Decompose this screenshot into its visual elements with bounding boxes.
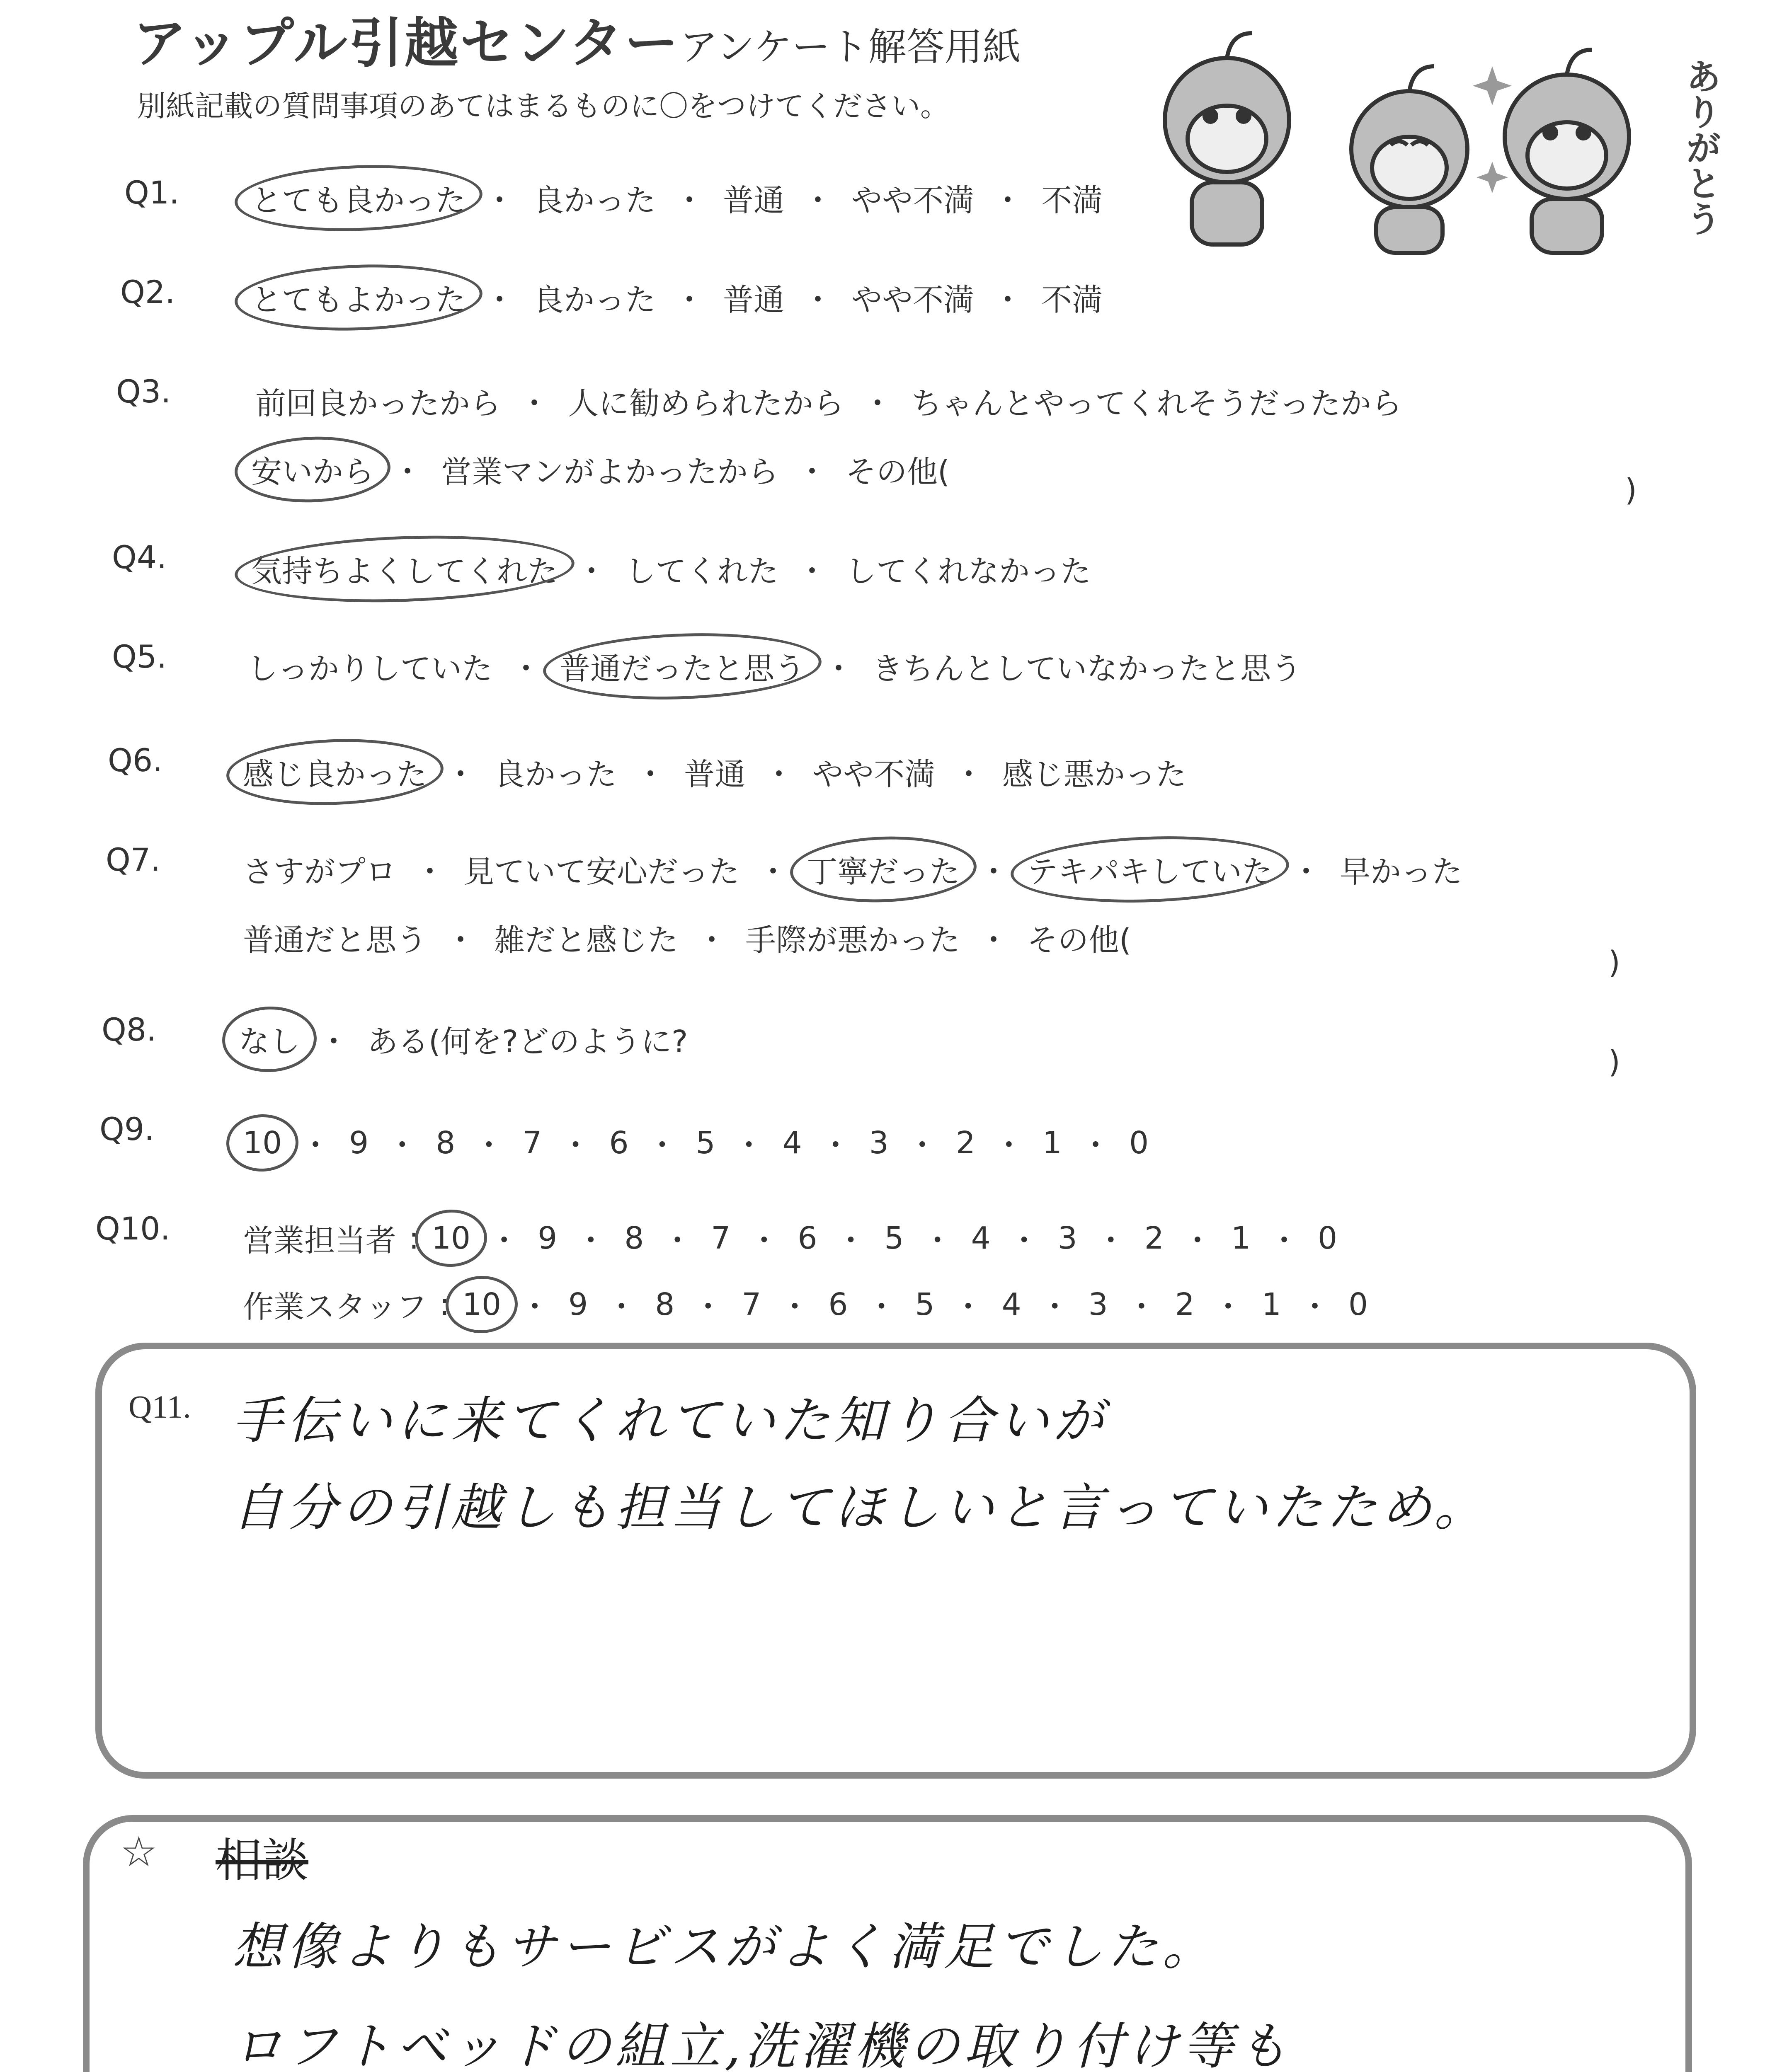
q6-options: 感じ良かった ・ 良かった ・ 普通 ・ やや不満 ・ 感じ悪かった	[240, 750, 1189, 794]
q1-option-3[interactable]: 普通	[723, 183, 784, 218]
q10-staff-score-6[interactable]: 6	[828, 1287, 848, 1322]
q10-staff-score-9[interactable]: 9	[568, 1287, 588, 1322]
q9-score-5[interactable]: 5	[696, 1125, 715, 1161]
q10-staff-row: 作業スタッフ : 10 ・ 9 ・ 8 ・ 7 ・ 6 ・ 5 ・ 4 ・ 3 ・ 2 ・ 1 ・ 0	[240, 1283, 1370, 1326]
q5-label: Q5.	[112, 638, 167, 675]
q9-score-8[interactable]: 8	[436, 1125, 456, 1161]
q3-option-3[interactable]: ちゃんとやってくれそうだったから	[911, 386, 1402, 421]
form-subtitle: アンケート解答用紙	[680, 25, 1021, 69]
q1-option-4[interactable]: やや不満	[851, 183, 974, 218]
q10-sales-score-5[interactable]: 5	[884, 1220, 904, 1256]
star-icon: ☆	[120, 1828, 158, 1876]
q7-option-5[interactable]: 早かった	[1340, 854, 1462, 890]
q7-option-1[interactable]: さすがプロ	[243, 854, 396, 890]
q3-label: Q3.	[116, 373, 171, 410]
q11-label: Q11.	[128, 1389, 191, 1425]
q8-close-paren: )	[1608, 1044, 1620, 1080]
q10-sales-score-4[interactable]: 4	[971, 1220, 991, 1256]
q7-option-6[interactable]: 普通だと思う	[243, 922, 427, 958]
instructions: 別紙記載の質問事項のあてはまるものに〇をつけてください。	[137, 89, 949, 123]
q1-label: Q1.	[124, 174, 179, 211]
q6-label: Q6.	[108, 742, 163, 779]
q9-scale: 10 ・ 9 ・ 8 ・ 7 ・ 6 ・ 5 ・ 4 ・ 3 ・ 2 ・ 1 ・ 0	[240, 1121, 1151, 1165]
q10-staff-score-2[interactable]: 2	[1175, 1287, 1195, 1322]
monkey-mascots-illustration	[1152, 25, 1704, 257]
q2-option-3[interactable]: 普通	[723, 282, 784, 318]
q10-sales-score-8[interactable]: 8	[624, 1220, 644, 1256]
q2-options: とてもよかった ・ 良かった ・ 普通 ・ やや不満 ・ 不満	[249, 276, 1105, 320]
q3-option-1[interactable]: 前回良かったから	[255, 386, 501, 421]
q9-score-1[interactable]: 1	[1042, 1125, 1062, 1161]
q4-label: Q4.	[112, 539, 167, 576]
q4-options: 気持ちよくしてくれた ・ してくれた ・ してくれなかった	[249, 547, 1093, 591]
thanks-text: ありがとう	[1680, 58, 1721, 236]
comment-line-2: ロフトベッドの組立,洗濯機の取り付け等も	[232, 2017, 1292, 2072]
comment-line-1: 想像よりもサービスがよく満足でした。	[232, 1917, 1217, 1976]
monkey-middle-icon	[1351, 66, 1467, 253]
q7-close-paren: )	[1608, 945, 1620, 980]
q10-sales-score-2[interactable]: 2	[1144, 1220, 1164, 1256]
q2-option-2[interactable]: 良かった	[533, 282, 656, 318]
q10-staff-score-5[interactable]: 5	[915, 1287, 935, 1322]
q3-option-5[interactable]: 営業マンがよかったから	[441, 454, 778, 490]
q5-option-3[interactable]: きちんとしていなかったと思う	[872, 651, 1302, 687]
q10-sales-score-10[interactable]: 10	[429, 1220, 473, 1256]
q10-staff-score-4[interactable]: 4	[1001, 1287, 1021, 1322]
q1-options: とても良かった ・ 良かった ・ 普通 ・ やや不満 ・ 不満	[249, 176, 1105, 220]
q8-label: Q8.	[102, 1011, 157, 1048]
q3-option-4[interactable]: 安いから	[249, 448, 376, 491]
q7-option-2[interactable]: 見ていて安心だった	[463, 854, 739, 890]
q7-option-8[interactable]: 手際が悪かった	[745, 922, 960, 958]
q8-option-1[interactable]: なし	[236, 1017, 303, 1061]
q10-staff-score-3[interactable]: 3	[1088, 1287, 1108, 1322]
q5-options: しっかりしていた ・ 普通だったと思う ・ きちんとしていなかったと思う	[245, 644, 1304, 688]
struck-through-word: 相談	[216, 1834, 308, 1888]
q4-option-2[interactable]: してくれた	[625, 554, 778, 589]
q5-option-2[interactable]: 普通だったと思う	[557, 644, 807, 688]
company-title: アップル引越センター	[133, 12, 680, 75]
q4-option-1[interactable]: 気持ちよくしてくれた	[249, 547, 560, 591]
q4-option-3[interactable]: してくれなかった	[846, 554, 1091, 589]
q1-option-5[interactable]: 不満	[1041, 183, 1103, 218]
q3-option-2[interactable]: 人に勧められたから	[568, 386, 844, 421]
q6-option-4[interactable]: やや不満	[812, 757, 935, 792]
q3-option-other[interactable]: その他(	[846, 454, 950, 490]
q5-option-1[interactable]: しっかりしていた	[247, 651, 492, 687]
q1-option-2[interactable]: 良かった	[533, 183, 656, 218]
q9-score-4[interactable]: 4	[782, 1125, 802, 1161]
q9-score-3[interactable]: 3	[869, 1125, 889, 1161]
q10-staff-score-1[interactable]: 1	[1261, 1287, 1281, 1322]
q1-option-1[interactable]: とても良かった	[249, 176, 468, 220]
q10-sales-row: 営業担当者 : 10 ・ 9 ・ 8 ・ 7 ・ 6 ・ 5 ・ 4 ・ 3 ・ 2 ・ 1 ・ 0	[240, 1216, 1340, 1260]
q10-sales-score-6[interactable]: 6	[798, 1220, 817, 1256]
monkey-left-icon	[1165, 33, 1289, 244]
q10-sales-score-3[interactable]: 3	[1057, 1220, 1077, 1256]
q9-score-6[interactable]: 6	[609, 1125, 629, 1161]
q10-sales-score-1[interactable]: 1	[1231, 1220, 1251, 1256]
q3-close-paren: )	[1625, 472, 1637, 508]
q9-score-0[interactable]: 0	[1129, 1125, 1149, 1161]
q2-option-5[interactable]: 不満	[1041, 282, 1103, 318]
q9-score-9[interactable]: 9	[349, 1125, 369, 1161]
q10-staff-score-8[interactable]: 8	[655, 1287, 675, 1322]
q10-sales-score-7[interactable]: 7	[711, 1220, 731, 1256]
q8-option-2[interactable]: ある(何を?どのように?	[367, 1024, 688, 1060]
q3-options-line1: 前回良かったから ・ 人に勧められたから ・ ちゃんとやってくれそうだったから	[253, 379, 1404, 423]
q9-score-10[interactable]: 10	[240, 1125, 284, 1161]
q10-sales-score-9[interactable]: 9	[538, 1220, 558, 1256]
q8-options: なし ・ ある(何を?どのように?	[236, 1017, 690, 1061]
q10-staff-score-10[interactable]: 10	[460, 1287, 504, 1322]
q9-label: Q9.	[99, 1111, 155, 1147]
q10-label: Q10.	[95, 1210, 170, 1247]
monkey-right-icon	[1505, 50, 1629, 253]
q11-answer-line-1: 手伝いに来てくれていた知り合いが	[232, 1391, 1108, 1450]
q3-options-line2: 安いから ・ 営業マンがよかったから ・ その他(	[249, 448, 952, 491]
q10-sales-score-0[interactable]: 0	[1317, 1220, 1338, 1256]
q2-option-4[interactable]: やや不満	[851, 282, 974, 318]
q10-staff-score-7[interactable]: 7	[742, 1287, 761, 1322]
q9-score-2[interactable]: 2	[955, 1125, 975, 1161]
q7-option-3[interactable]: 丁寧だった	[804, 847, 963, 891]
q7-options-line1: さすがプロ ・ 見ていて安心だった ・ 丁寧だった ・ テキパキしていた ・ 早かった	[240, 847, 1465, 891]
q7-option-4[interactable]: テキパキしていた	[1025, 847, 1275, 891]
q7-label: Q7.	[106, 841, 161, 878]
q2-label: Q2.	[120, 274, 175, 310]
q10-staff-label: 作業スタッフ	[243, 1289, 427, 1325]
q2-option-1[interactable]: とてもよかった	[249, 276, 468, 320]
q7-options-line2: 普通だと思う ・ 雑だと感じた ・ 手際が悪かった ・ その他(	[240, 916, 1134, 960]
q9-score-7[interactable]: 7	[522, 1125, 542, 1161]
q10-staff-score-0[interactable]: 0	[1348, 1287, 1368, 1322]
q10-sales-label: 営業担当者	[243, 1223, 396, 1259]
q7-option-other[interactable]: その他(	[1027, 922, 1131, 958]
q6-option-3[interactable]: 普通	[684, 757, 745, 792]
q11-answer-line-2: 自分の引越しも担当してほしいと言っていたため。	[232, 1478, 1489, 1537]
q6-option-2[interactable]: 良かった	[494, 757, 617, 792]
q7-option-7[interactable]: 雑だと感じた	[494, 922, 678, 958]
q6-option-1[interactable]: 感じ良かった	[240, 750, 429, 794]
q6-option-5[interactable]: 感じ悪かった	[1002, 757, 1186, 792]
